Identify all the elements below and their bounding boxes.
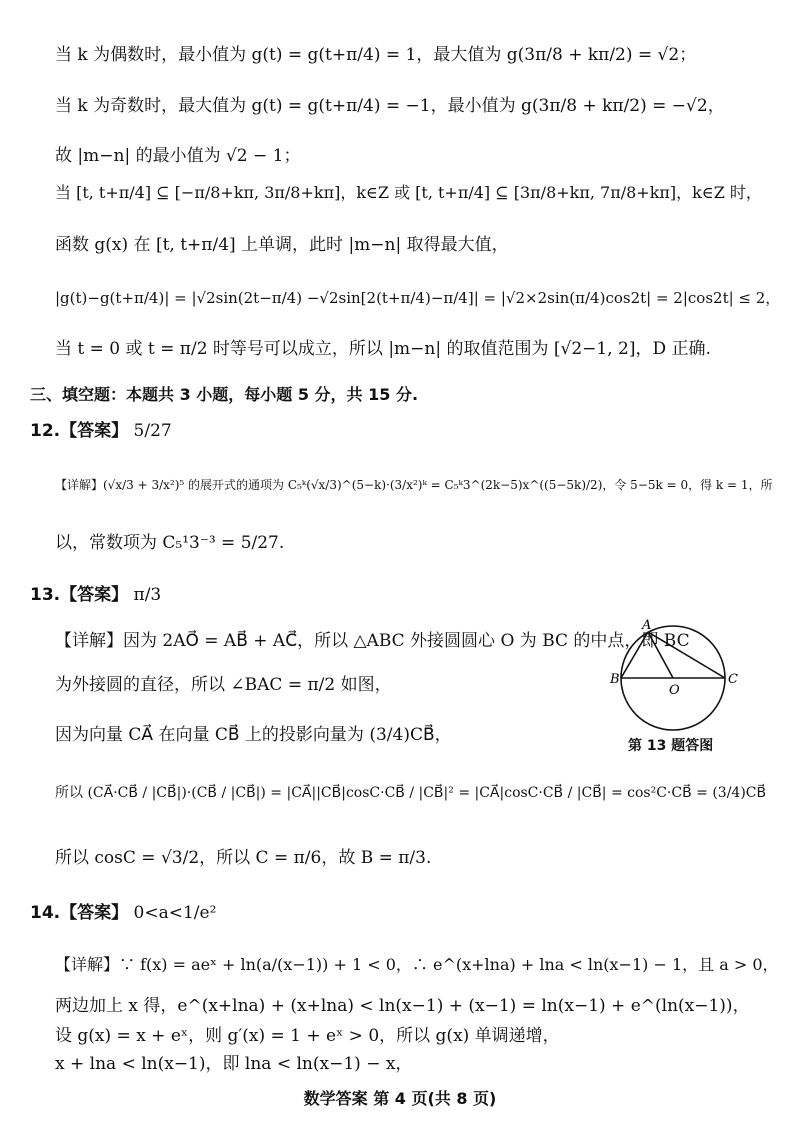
line-1: 当 k 为偶数时，最小值为 g(t) = g(t+π/4) = 1，最大值为 g(3π/8 + kπ/2) = √2； [55, 45, 697, 65]
line-3: 故 |m−n| 的最小值为 √2 − 1； [55, 146, 301, 166]
q13-detail-1: 【详解】因为 2AO⃗ = AB⃗ + AC⃗，所以 △ABC 外接圆圆心 O 为 BC 的中点，即 BC [55, 631, 690, 651]
label-o: O [669, 683, 680, 698]
q13-detail-4: 所以 (CA⃗·CB⃗ / |CB⃗|)·(CB⃗ / |CB⃗|) = |CA⃗||CB⃗|cosC·CB⃗ / |CB⃗|² = |CA⃗|cosC·CB⃗ / |CB⃗| = cos²C·CB⃗ = (3/4)CB⃗ [55, 785, 767, 801]
line-4: 当 [t, t+π/4] ⊆ [−π/8+kπ, 3π/8+kπ]，k∈Z 或 [t, t+π/4] ⊆ [3π/8+kπ, 7π/8+kπ]，k∈Z 时， [55, 183, 762, 202]
line-7: 当 t = 0 或 t = π/2 时等号可以成立，所以 |m−n| 的取值范围为 [√2−1, 2]，D 正确. [55, 339, 711, 359]
q12-detail-1: 【详解】(√x/3 + 3/x²)⁵ 的展开式的通项为 C₅ᵏ(√x/3)^(5−k)·(3/x²)ᵏ = C₅ᵏ3^(2k−5)x^((5−5k)/2)，令 5−5k = 0，得 k = 1，所 [55, 478, 773, 492]
q13-answer-row [30, 582, 161, 608]
label-a: A [642, 618, 652, 633]
q14-answer: 0<a<1/e² [133, 903, 217, 923]
line-6: |g(t)−g(t+π/4)| = |√2sin(2t−π/4) −√2sin[2(t+π/4)−π/4]| = |√2×2sin(π/4)cos2t| = 2|cos2t| ≤ 2， [55, 289, 781, 307]
q13-label: 13.【答案】 [30, 585, 129, 605]
segment-ab [621, 632, 648, 678]
label-c: C [728, 672, 738, 687]
q14-answer-row [30, 900, 216, 926]
q12-label: 12.【答案】 [30, 421, 129, 441]
q13-detail-5: 所以 cosC = √3/2，所以 C = π/6，故 B = π/3. [55, 848, 432, 868]
q14-detail-1: 【详解】∵ f(x) = aeˣ + ln(a/(x−1)) + 1 < 0，∴ e^(x+lna) + lna < ln(x−1) − 1，且 a > 0， [55, 955, 779, 974]
label-b: B [610, 672, 620, 687]
segment-ac [648, 632, 725, 678]
q14-label: 14.【答案】 [30, 903, 129, 923]
q12-answer-row [30, 418, 172, 444]
q13-detail-2: 为外接圆的直径，所以 ∠BAC = π/2 如图， [55, 675, 392, 695]
q14-detail-4: x + lna < ln(x−1)，即 lna < ln(x−1) − x， [55, 1054, 413, 1074]
q12-detail-2: 以，常数项为 C₅¹3⁻³ = 5/27. [55, 533, 285, 553]
page-footer: 数学答案 第 4 页(共 8 页) [303, 1089, 497, 1108]
q13-detail-3: 因为向量 CA⃗ 在向量 CB⃗ 上的投影向量为 (3/4)CB⃗， [55, 725, 452, 745]
line-5: 函数 g(x) 在 [t, t+π/4] 上单调，此时 |m−n| 取得最大值， [55, 235, 509, 255]
q13-answer: π/3 [133, 585, 162, 605]
figure-caption: 第 13 题答图 [628, 738, 714, 754]
q14-detail-3: 设 g(x) = x + eˣ，则 g′(x) = 1 + eˣ > 0，所以 g(x) 单调递增， [55, 1026, 560, 1046]
section-heading: 三、填空题：本题共 3 小题，每小题 5 分，共 15 分. [30, 385, 419, 404]
q12-answer: 5/27 [133, 421, 172, 441]
q14-detail-2: 两边加上 x 得，e^(x+lna) + (x+lna) < ln(x−1) + (x−1) = ln(x−1) + e^(ln(x−1))， [55, 996, 750, 1016]
line-2: 当 k 为奇数时，最大值为 g(t) = g(t+π/4) = −1，最小值为 g(3π/8 + kπ/2) = −√2， [55, 96, 725, 116]
